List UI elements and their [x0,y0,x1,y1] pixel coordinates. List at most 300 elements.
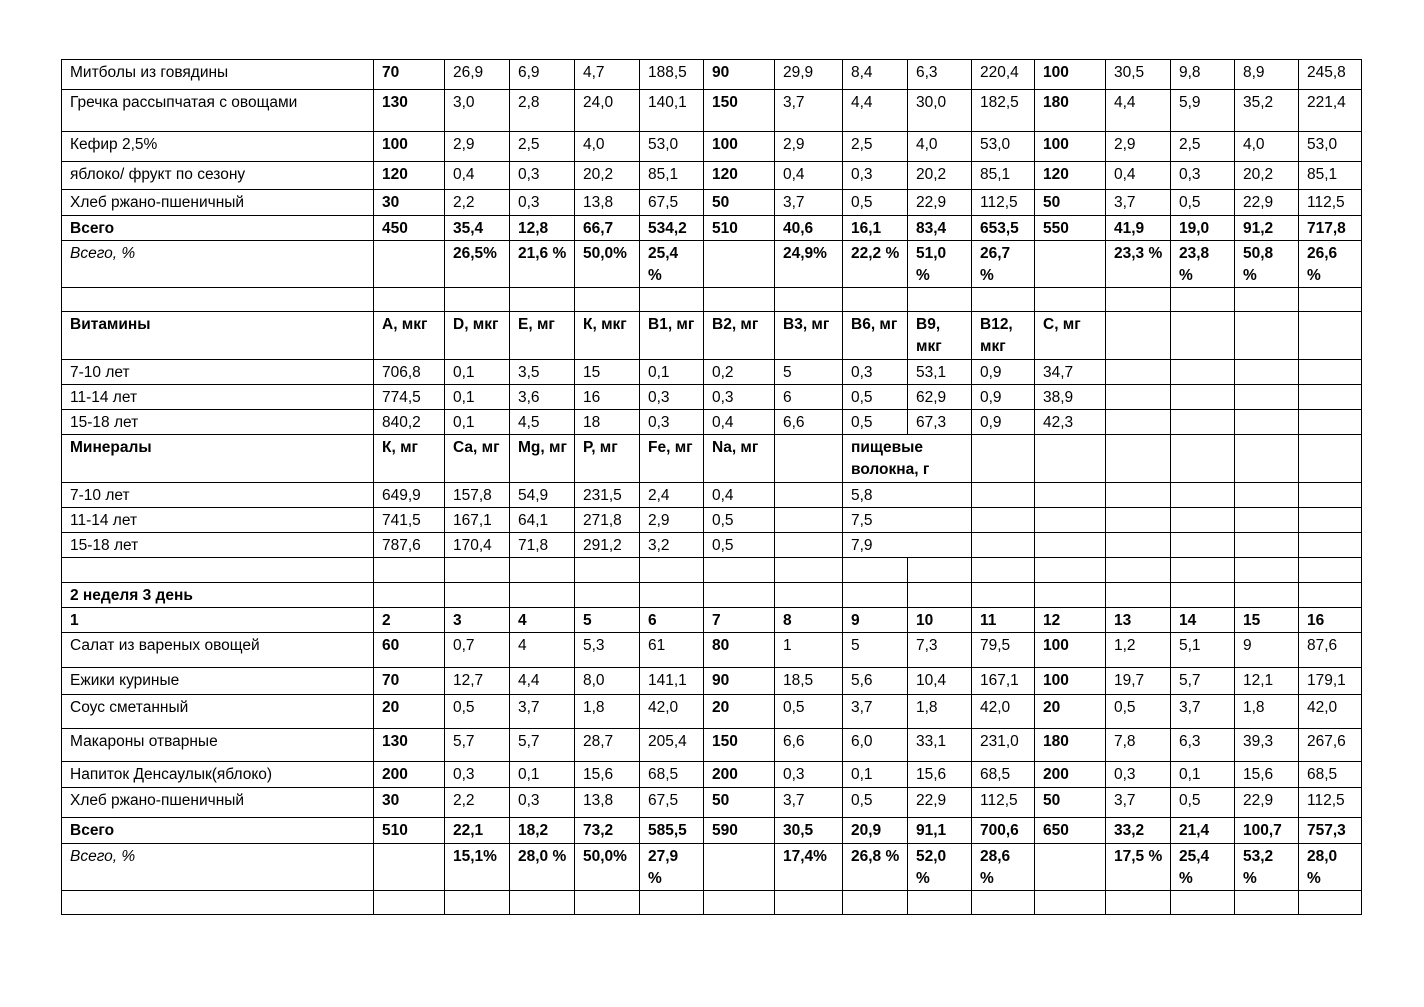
table-cell [374,891,445,915]
table-cell: 42,0 [1299,695,1362,729]
table-cell: 0,5 [445,695,510,729]
table-cell: 5,7 [510,729,575,762]
table-cell: 5 [843,633,908,668]
table-row [62,60,1362,90]
table-cell [1035,583,1106,608]
table-cell [1035,508,1106,533]
table-cell: 3,7 [843,695,908,729]
table-cell [972,288,1035,312]
table-cell: 2,2 [445,190,510,216]
table-cell [908,288,972,312]
table-cell: В3, мг [775,312,843,360]
table-cell: 2 [374,608,445,633]
table-cell [1106,435,1171,483]
table-cell: 53,0 [1299,132,1362,162]
table-cell: 140,1 [640,90,704,132]
table-cell: 4,5 [510,410,575,435]
table-cell: 6 [640,608,704,633]
table-cell: В6, мг [843,312,908,360]
table-cell: 649,9 [374,483,445,508]
table-cell [843,891,908,915]
table-cell: 8,9 [1235,60,1299,90]
table-cell: 90 [704,668,775,695]
table-cell: 9,8 [1171,60,1235,90]
table-cell: 112,5 [972,788,1035,818]
table-cell: 271,8 [575,508,640,533]
table-cell: 71,8 [510,533,575,558]
table-cell: 53,2 % [1235,844,1299,891]
table-cell: Са, мг [445,435,510,483]
table-row [62,385,1362,410]
table-row [62,132,1362,162]
table-cell: 52,0 % [908,844,972,891]
table-cell [1106,312,1171,360]
table-cell [1171,385,1235,410]
table-cell: 11-14 лет [62,508,374,533]
table-cell [704,241,775,288]
table-cell: 0,1 [640,360,704,385]
table-cell: 157,8 [445,483,510,508]
table-cell: 120 [704,162,775,190]
table-cell: 3,7 [775,190,843,216]
table-cell: 73,2 [575,818,640,844]
table-cell: 200 [374,762,445,788]
table-cell [1106,288,1171,312]
table-cell [510,891,575,915]
table-cell [775,435,843,483]
table-cell: 6,0 [843,729,908,762]
table-cell: 15-18 лет [62,533,374,558]
table-cell: 53,0 [972,132,1035,162]
table-cell [972,583,1035,608]
table-cell: 0,1 [445,410,510,435]
table-cell: 50 [704,788,775,818]
table-cell: 120 [1035,162,1106,190]
table-cell: 67,5 [640,788,704,818]
table-row [62,190,1362,216]
table-cell: 30,5 [775,818,843,844]
table-cell: 20 [1035,695,1106,729]
table-cell: 7-10 лет [62,483,374,508]
table-cell [1171,533,1235,558]
table-cell: 9 [1235,633,1299,668]
table-cell [445,558,510,583]
table-cell: 25,4 % [640,241,704,288]
table-cell: 706,8 [374,360,445,385]
table-cell: 51,0 % [908,241,972,288]
table-cell: 0,3 [445,762,510,788]
table-cell: 5,9 [1171,90,1235,132]
table-cell: 4 [510,608,575,633]
table-cell [1235,312,1299,360]
table-cell: 167,1 [972,668,1035,695]
table-cell: 5,8 [843,483,972,508]
table-cell: 25,4 % [1171,844,1235,891]
table-cell: 231,0 [972,729,1035,762]
table-row [62,844,1362,891]
table-row [62,729,1362,762]
table-cell: 14 [1171,608,1235,633]
table-cell: Na, мг [704,435,775,483]
table-cell: 6,3 [908,60,972,90]
table-cell [704,583,775,608]
table-cell: 3,0 [445,90,510,132]
table-cell: 19,0 [1171,216,1235,241]
table-cell [1235,508,1299,533]
table-cell [908,558,972,583]
table-cell [445,583,510,608]
table-cell [972,533,1035,558]
table-cell: 39,3 [1235,729,1299,762]
table-cell: 0,5 [1171,190,1235,216]
table-cell: 91,2 [1235,216,1299,241]
table-cell [704,844,775,891]
table-cell [1235,583,1299,608]
table-cell: 35,2 [1235,90,1299,132]
table-cell: 2,9 [775,132,843,162]
table-cell: 79,5 [972,633,1035,668]
table-cell: 2,8 [510,90,575,132]
table-cell: 4,4 [1106,90,1171,132]
table-cell: 100 [1035,60,1106,90]
table-cell: 112,5 [1299,190,1362,216]
table-row [62,162,1362,190]
table-cell: 62,9 [908,385,972,410]
table-cell: 22,9 [1235,788,1299,818]
table-row [62,633,1362,668]
table-cell: 15 [1235,608,1299,633]
table-cell: 3,7 [510,695,575,729]
table-cell: 67,5 [640,190,704,216]
table-row [62,410,1362,435]
table-cell: 0,7 [445,633,510,668]
table-cell: 510 [374,818,445,844]
table-cell [775,288,843,312]
table-cell: 91,1 [908,818,972,844]
table-cell: 2,5 [510,132,575,162]
table-row [62,762,1362,788]
table-cell: 35,4 [445,216,510,241]
table-cell [374,558,445,583]
table-cell: 741,5 [374,508,445,533]
table-cell: 1 [62,608,374,633]
table-cell: 23,8 % [1171,241,1235,288]
table-cell: 20,2 [575,162,640,190]
table-cell [1106,483,1171,508]
table-cell [640,891,704,915]
table-cell [1299,508,1362,533]
table-cell: 8 [775,608,843,633]
table-cell [510,558,575,583]
table-cell: 717,8 [1299,216,1362,241]
table-cell: 70 [374,668,445,695]
table-cell [575,558,640,583]
table-cell: 170,4 [445,533,510,558]
table-cell [510,288,575,312]
table-cell [62,288,374,312]
table-cell: 67,3 [908,410,972,435]
table-cell: Р, мг [575,435,640,483]
table-cell: 1,8 [575,695,640,729]
table-cell: 450 [374,216,445,241]
table-cell: 50 [1035,788,1106,818]
table-cell: 33,1 [908,729,972,762]
table-row [62,558,1362,583]
table-cell: 2,9 [445,132,510,162]
table-cell [1106,360,1171,385]
table-cell: 2,2 [445,788,510,818]
table-cell [1299,360,1362,385]
table-cell: 21,4 [1171,818,1235,844]
table-cell: Минералы [62,435,374,483]
table-cell: 0,3 [843,360,908,385]
table-cell [1299,410,1362,435]
table-cell: 205,4 [640,729,704,762]
table-cell [775,583,843,608]
table-cell: 787,6 [374,533,445,558]
table-cell: 550 [1035,216,1106,241]
table-cell: 64,1 [510,508,575,533]
table-cell: Е, мг [510,312,575,360]
table-row [62,216,1362,241]
table-cell: 50 [1035,190,1106,216]
table-cell: 0,1 [1171,762,1235,788]
table-cell [972,435,1035,483]
table-cell: 40,6 [775,216,843,241]
table-cell: 0,9 [972,410,1035,435]
table-cell: 0,4 [1106,162,1171,190]
table-cell [1299,312,1362,360]
table-cell: Хлеб ржано-пшеничный [62,788,374,818]
table-cell: 12,8 [510,216,575,241]
table-cell: 4,4 [843,90,908,132]
table-cell: 6,6 [775,729,843,762]
table-cell: 9 [843,608,908,633]
table-cell: 50 [704,190,775,216]
table-cell: 83,4 [908,216,972,241]
table-cell: 100 [374,132,445,162]
table-cell [640,583,704,608]
table-cell: Салат из вареных овощей [62,633,374,668]
table-cell: 26,5% [445,241,510,288]
table-cell: 2,5 [1171,132,1235,162]
table-cell: 291,2 [575,533,640,558]
table-cell [575,891,640,915]
table-cell: 585,5 [640,818,704,844]
table-row [62,360,1362,385]
table-cell: пищевые волокна, г [843,435,972,483]
table-cell [374,583,445,608]
table-cell: Витамины [62,312,374,360]
table-cell: 3,7 [1106,190,1171,216]
table-cell: 15-18 лет [62,410,374,435]
table-cell: 0,3 [1106,762,1171,788]
table-cell: 68,5 [972,762,1035,788]
table-cell: 42,3 [1035,410,1106,435]
table-cell: 5 [775,360,843,385]
table-cell [1035,241,1106,288]
table-cell: 3 [445,608,510,633]
table-cell: 22,9 [908,788,972,818]
table-row [62,608,1362,633]
table-cell: 18 [575,410,640,435]
table-cell: 15,6 [908,762,972,788]
table-cell: 200 [1035,762,1106,788]
table-cell: 23,3 % [1106,241,1171,288]
table-cell: 26,8 % [843,844,908,891]
table-cell: 11-14 лет [62,385,374,410]
table-cell: 50,0% [575,241,640,288]
table-cell: 33,2 [1106,818,1171,844]
table-cell: 29,9 [775,60,843,90]
table-cell: 150 [704,729,775,762]
table-cell [575,288,640,312]
table-cell [1035,558,1106,583]
table-cell: 68,5 [1299,762,1362,788]
table-cell [1171,891,1235,915]
table-cell: 8,0 [575,668,640,695]
table-cell: В12, мкг [972,312,1035,360]
table-cell: 7 [704,608,775,633]
table-cell: 590 [704,818,775,844]
table-cell: 0,5 [843,788,908,818]
table-row [62,695,1362,729]
table-cell: 38,9 [1035,385,1106,410]
table-cell: 231,5 [575,483,640,508]
table-cell [704,288,775,312]
table-cell: 3,7 [1171,695,1235,729]
table-cell: 0,1 [510,762,575,788]
table-cell [1171,360,1235,385]
table-cell: 4 [510,633,575,668]
table-cell: 3,6 [510,385,575,410]
table-cell: 26,9 [445,60,510,90]
table-cell: Макароны отварные [62,729,374,762]
table-cell: 17,4% [775,844,843,891]
table-cell: 16 [1299,608,1362,633]
table-cell: 20 [374,695,445,729]
table-cell: 0,5 [775,695,843,729]
table-cell: К, мг [374,435,445,483]
table-cell: 112,5 [1299,788,1362,818]
table-body [62,60,1362,915]
table-cell: 28,7 [575,729,640,762]
table-cell [704,558,775,583]
table-cell [1171,583,1235,608]
table-cell [1171,483,1235,508]
table-cell [374,241,445,288]
table-cell: 17,5 % [1106,844,1171,891]
table-row [62,668,1362,695]
table-cell: Гречка рассыпчатая с овощами [62,90,374,132]
table-cell: 0,3 [640,410,704,435]
table-cell: 0,5 [1171,788,1235,818]
table-cell: Fe, мг [640,435,704,483]
table-cell: 28,0 % [510,844,575,891]
table-cell: 85,1 [972,162,1035,190]
table-cell: 188,5 [640,60,704,90]
table-cell: 50,8 % [1235,241,1299,288]
table-cell [1106,558,1171,583]
table-row [62,818,1362,844]
table-cell [1235,288,1299,312]
table-cell: 0,9 [972,360,1035,385]
table-cell: 0,1 [843,762,908,788]
table-cell [1235,410,1299,435]
table-cell: 12,1 [1235,668,1299,695]
table-cell: 221,4 [1299,90,1362,132]
table-cell [575,583,640,608]
table-row [62,288,1362,312]
table-cell: 22,2 % [843,241,908,288]
table-cell [1106,891,1171,915]
table-cell: 66,7 [575,216,640,241]
table-cell [640,558,704,583]
table-row [62,483,1362,508]
table-cell [1106,410,1171,435]
table-cell [1171,410,1235,435]
table-cell: В1, мг [640,312,704,360]
table-cell: 5,1 [1171,633,1235,668]
table-cell: 24,9% [775,241,843,288]
table-cell: 120 [374,162,445,190]
table-cell: 0,3 [510,190,575,216]
nutrition-table [61,59,1362,915]
table-cell: 21,6 % [510,241,575,288]
table-cell: 15,6 [1235,762,1299,788]
table-cell: яблоко/ фрукт по сезону [62,162,374,190]
table-cell: 53,0 [640,132,704,162]
table-cell: 13,8 [575,190,640,216]
table-cell: В2, мг [704,312,775,360]
table-cell: Соус сметанный [62,695,374,729]
table-row [62,241,1362,288]
table-cell: 267,6 [1299,729,1362,762]
table-cell: 0,3 [775,762,843,788]
table-cell: В9, мкг [908,312,972,360]
table-cell [1035,844,1106,891]
table-cell: 0,5 [843,385,908,410]
table-cell: 30 [374,788,445,818]
table-cell: 61 [640,633,704,668]
table-cell [1299,583,1362,608]
table-cell: 16 [575,385,640,410]
table-cell: 0,4 [445,162,510,190]
table-cell: 100,7 [1235,818,1299,844]
table-cell: 0,3 [640,385,704,410]
table-cell: 26,6 % [1299,241,1362,288]
table-row [62,891,1362,915]
table-cell: 1,8 [908,695,972,729]
table-cell: 50,0% [575,844,640,891]
table-cell: 112,5 [972,190,1035,216]
table-cell: 5,6 [843,668,908,695]
table-cell: 20,2 [1235,162,1299,190]
table-cell: 7,5 [843,508,972,533]
table-cell: 840,2 [374,410,445,435]
table-cell: 130 [374,90,445,132]
table-cell: 80 [704,633,775,668]
table-cell: 182,5 [972,90,1035,132]
table-cell: 200 [704,762,775,788]
table-cell: 10,4 [908,668,972,695]
table-cell: 42,0 [972,695,1035,729]
table-cell: Всего, % [62,844,374,891]
table-cell: 20 [704,695,775,729]
table-cell: С, мг [1035,312,1106,360]
table-cell: 42,0 [640,695,704,729]
table-cell [704,891,775,915]
